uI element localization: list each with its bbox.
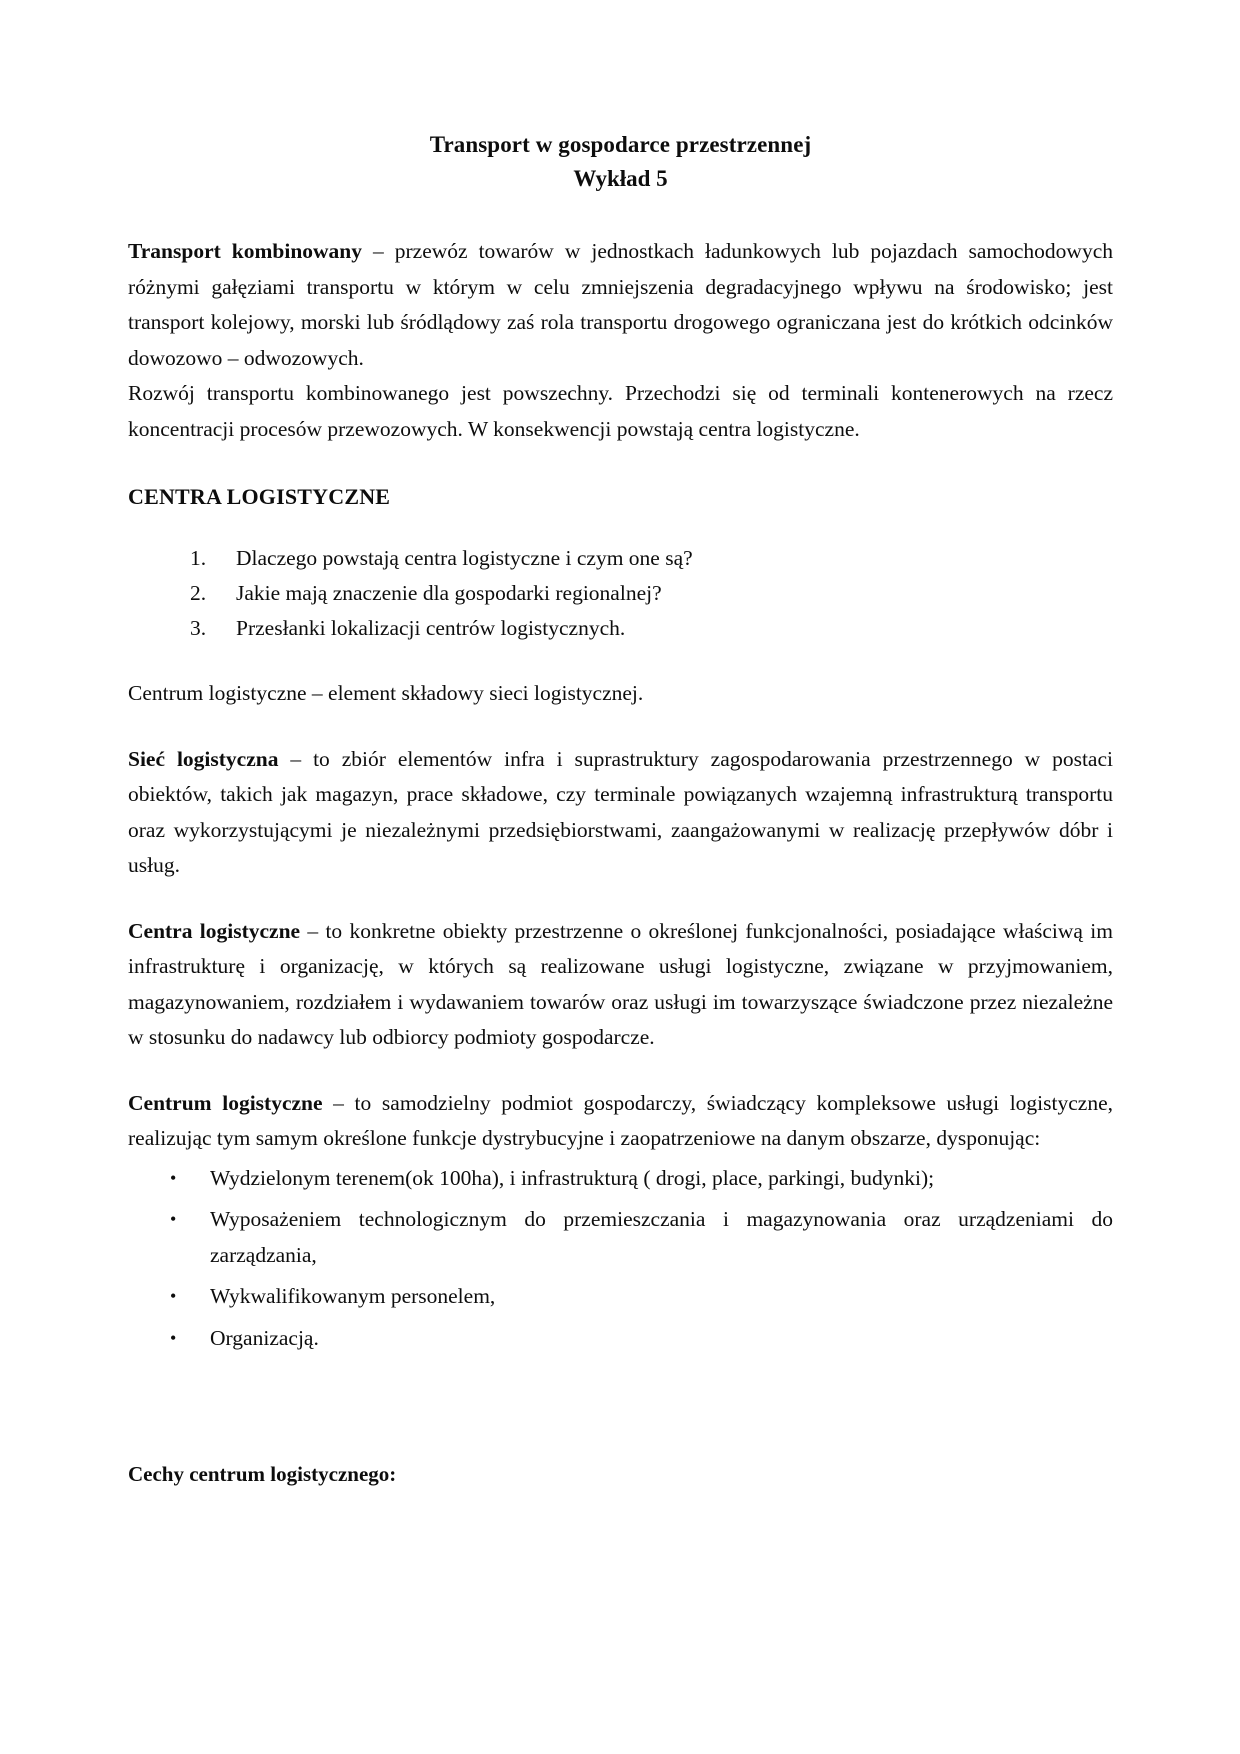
list-item bbox=[128, 1321, 1113, 1357]
heading-cechy-centrum-logistycznego: Cechy centrum logistycznego: bbox=[128, 1462, 397, 1486]
list-item-number: 3. bbox=[190, 616, 207, 640]
list-item bbox=[128, 1202, 1113, 1273]
page-title: Transport w gospodarce przestrzennej bbox=[429, 132, 812, 157]
spacer bbox=[128, 712, 1113, 742]
bullet-icon: • bbox=[170, 1209, 177, 1229]
paragraph-centra-logistyczne-body: – to konkretne obiekty przestrzenne o określonej funkcjonalności, posiadające właściwą im infrastrukturę i organizację, w których są realizowane usługi logistyczne, związane w przyjmowaniem, magazynowaniem, rozdziałem i wydawaniem towarów oraz usługi im towarzyszące świadczone przez niezależne w stosunku do nadawcy lub odbiorcy podmioty gospodarcze. bbox=[128, 918, 1113, 1049]
term-transport-kombinowany: Transport kombinowany bbox=[128, 239, 363, 263]
spacer bbox=[128, 646, 1113, 676]
list-item-label: Przesłanki lokalizacji centrów logistycznych. bbox=[236, 616, 626, 640]
list-item bbox=[128, 1279, 1113, 1315]
list-item-label: Wykwalifikowanym personelem, bbox=[210, 1284, 496, 1308]
bullet-icon: • bbox=[170, 1167, 177, 1188]
page-subtitle: Wykład 5 bbox=[573, 166, 668, 191]
paragraph-siec-logistyczna bbox=[128, 742, 1113, 884]
paragraph-centrum-logistyczne bbox=[128, 1086, 1113, 1157]
paragraph-centra-logistyczne bbox=[128, 914, 1113, 1056]
paragraph-centrum-logistyczne-body: – to samodzielny podmiot gospodarczy, świadczący kompleksowe usługi logistyczne, realizując tym samym określone funkcje dystrybucyjne i zaopatrzeniowe na danym obszarze, dysponując: bbox=[128, 1090, 1114, 1150]
paragraph-transport-kombinowany-body: – przewóz towarów w jednostkach ładunkowych lub pojazdach samochodowych różnymi gałęziami transportu w którym w celu zmniejszenia degradacyjnego wpływu na środowisko; jest transport kolejowy, morski lub śródlądowy zaś rola transportu drogowego ograniczana jest do krótkich odcinków dowozowo – odwozowych. bbox=[128, 239, 1113, 370]
spacer bbox=[128, 1362, 1113, 1458]
page-content bbox=[128, 128, 1113, 1490]
list-item-label: Dlaczego powstają centra logistyczne i czym one są? bbox=[236, 546, 693, 570]
questions-list bbox=[128, 541, 1113, 646]
bullet-icon: • bbox=[170, 1327, 177, 1348]
paragraph-siec-logistyczna-body: – to zbiór elementów infra i suprastruktury zagospodarowania przestrzennego w postaci obiektów, takich jak magazyn, prace składowe, czy terminale powiązanych wzajemną infrastrukturą transportu oraz wykorzystującymi je niezależnymi przedsiębiorstwami, zaangażowanymi w realizację przepływów dóbr i usług. bbox=[128, 746, 1113, 877]
list-item-label: Wydzielonym terenem(ok 100ha), i infrastrukturą ( drogi, place, parkingi, budynki); bbox=[210, 1165, 935, 1190]
term-siec-logistyczna: Sieć logistyczna bbox=[128, 746, 279, 771]
disposing-bullet-list bbox=[128, 1161, 1113, 1357]
list-item bbox=[128, 611, 1113, 646]
list-item bbox=[128, 1161, 1113, 1197]
list-item-label: Wyposażeniem technologicznym do przemieszczania i magazynowania oraz urządzeniami do zarządzania, bbox=[210, 1207, 1113, 1267]
paragraph-transport-kombinowany bbox=[128, 234, 1113, 376]
spacer bbox=[128, 884, 1113, 914]
list-item bbox=[128, 541, 1113, 576]
list-item-number: 2. bbox=[190, 581, 207, 605]
heading-centra-logistyczne: CENTRA LOGISTYCZNE bbox=[128, 484, 391, 509]
list-item-label: Organizacją. bbox=[210, 1325, 319, 1350]
list-item-label: Jakie mają znaczenie dla gospodarki regionalnej? bbox=[236, 581, 662, 605]
term-centrum-logistyczne: Centrum logistyczne bbox=[128, 1090, 323, 1115]
list-item-number: 1. bbox=[190, 546, 207, 570]
spacer bbox=[128, 1056, 1113, 1086]
paragraph-rozwoj-transportu: Rozwój transportu kombinowanego jest powszechny. Przechodzi się od terminali kontenerowych na rzecz koncentracji procesów przewozowych. W konsekwencji powstają centra logistyczne. bbox=[128, 381, 1113, 441]
list-item bbox=[128, 576, 1113, 611]
paragraph-centrum-element-sieci: Centrum logistyczne – element składowy sieci logistycznej. bbox=[128, 681, 644, 705]
bullet-icon: • bbox=[170, 1286, 177, 1306]
term-centra-logistyczne: Centra logistyczne bbox=[128, 918, 301, 943]
